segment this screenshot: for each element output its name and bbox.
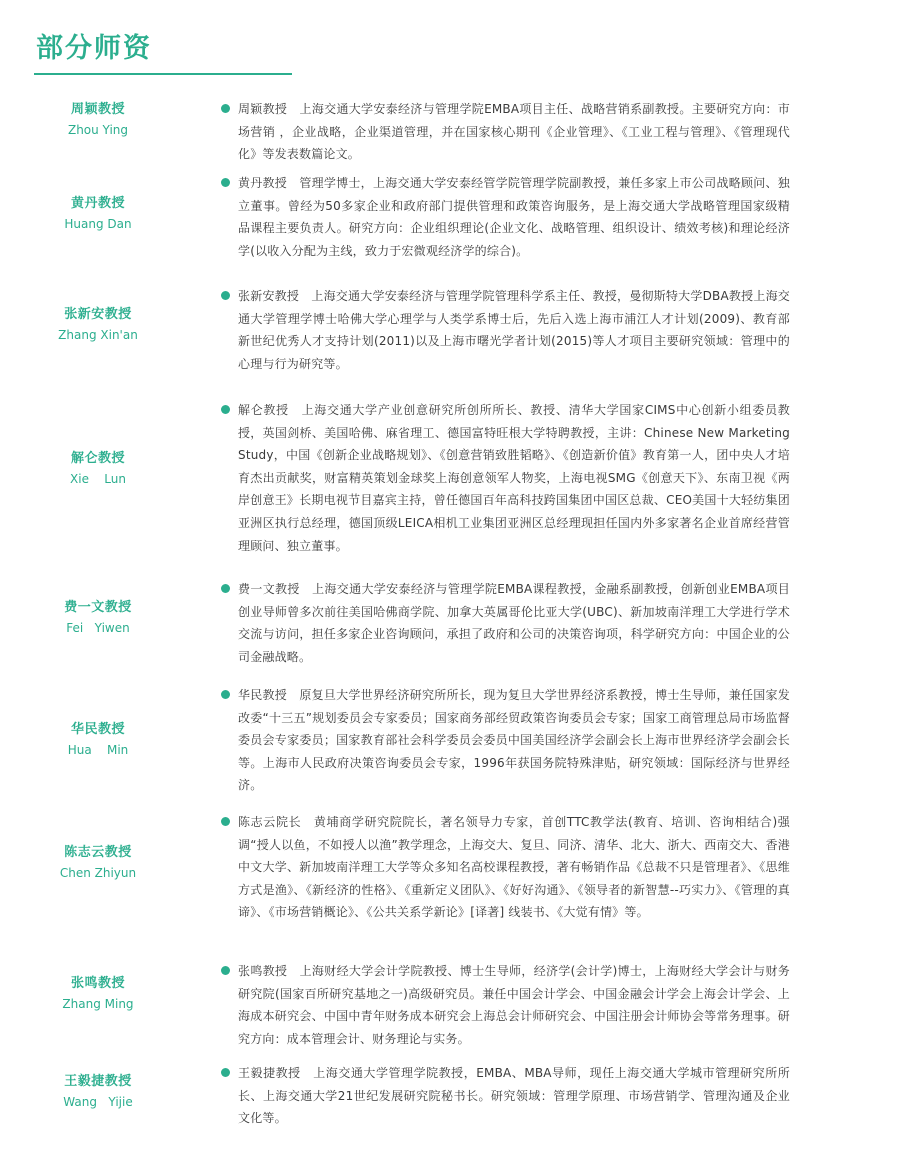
faculty-name-cn: 黄丹教授: [70, 196, 125, 211]
faculty-description: 解仑教授 上海交通大学产业创意研究所创所所长、教授、清华大学国家CIMS中心创新小组委员教授，英国剑桥、美国哈佛、麻省理工、德国富特旺根大学特聘教授，主讲：Chinese New Marketing Study，中国《创新企业战略规划》、《创意营销致胜韬略》、《创造新价值》教育第一人，团中央人才培育杰出贡献奖，财富精英策划金球奖上海创意领军人物奖，上海电视SMG《创意天下》、东南卫视《两岸创意王》长期电视节目嘉宾主持，曾任德国百年高科技跨国集团中国区总裁、CEO美国十大轻纺集团亚洲区执行总经理，德国顶级LEICA相机工业集团亚洲区总经理现担任国内外多家著名企业首席经营管理顾问、独立董事。: [238, 403, 790, 553]
faculty-description: 华民教授 原复旦大学世界经济研究所所长，现为复旦大学世界经济系教授，博士生导师，兼任国家发改委“十三五”规划委员会专家委员；国家商务部经贸政策咨询委员会专家；国家工商管理总局市场监督委员会专家委员；国家教育部社会科学委员会委员中国美国经济学会副会长上海市世界经济学会副会长等。上海市人民政府决策咨询委员会专家，1996年获国务院特殊津贴，研究领域：国际经济与世界经济。: [238, 688, 790, 793]
green-dot-icon: [221, 405, 230, 414]
faculty-description: 费一文教授 上海交通大学安泰经济与管理学院EMBA课程教授，金融系副教授，创新创业EMBA项目创业导师曾多次前往美国哈佛商学院、加拿大英属哥伦比亚大学(UBC)、新加坡南洋理工大学进行学术交流与访问，担任多家企业咨询顾问，承担了政府和公司的决策咨询项，科学研究方向：中国企业的公司金融战略。: [238, 582, 790, 664]
faculty-name-cn: 解仑教授: [70, 451, 125, 466]
faculty-name-block: [0, 974, 196, 1013]
faculty-name-en: Hua Min: [67, 743, 129, 757]
title-underline: [34, 73, 292, 75]
green-dot-icon: [221, 1068, 230, 1077]
faculty-name-cn: 华民教授: [70, 722, 125, 737]
faculty-name-block: [0, 843, 196, 882]
faculty-name-en: Wang Yijie: [63, 1095, 133, 1109]
faculty-description: 张鸣教授 上海财经大学会计学院教授、博士生导师，经济学(会计学)博士，上海财经大学会计与财务研究院(国家百所研究基地之一)高级研究员。兼任中国会计学会、中国金融会计学会上海会计学会、上海成本研究会、中国中青年财务成本研究会上海总会计师研究会、中国注册会计师协会等常务理事。研究方向：成本管理会计、财务理论与实务。: [238, 964, 790, 1046]
faculty-name-cn: 费一文教授: [64, 600, 132, 615]
faculty-name-cn: 张鸣教授: [70, 976, 125, 991]
page-title: 部分师资: [36, 33, 152, 64]
faculty-name-en: Zhang Xin'an: [58, 328, 138, 342]
faculty-name-cn: 张新安教授: [64, 307, 132, 322]
green-dot-icon: [221, 966, 230, 975]
green-dot-icon: [221, 584, 230, 593]
faculty-name-block: [0, 598, 196, 637]
faculty-name-en: Fei Yiwen: [66, 621, 130, 635]
faculty-name-en: Zhang Ming: [62, 997, 134, 1011]
faculty-name-block: [0, 100, 196, 139]
faculty-name-block: [0, 194, 196, 233]
faculty-name-block: [0, 720, 196, 759]
faculty-name-cn: 王毅捷教授: [64, 1074, 132, 1089]
faculty-name-block: [0, 449, 196, 488]
green-dot-icon: [221, 104, 230, 113]
faculty-name-en: Chen Zhiyun: [59, 866, 137, 880]
green-dot-icon: [221, 178, 230, 187]
faculty-name-en: Zhou Ying: [67, 123, 129, 137]
faculty-name-cn: 周颖教授: [70, 102, 125, 117]
green-dot-icon: [221, 690, 230, 699]
faculty-name-en: Xie Lun: [70, 472, 126, 486]
green-dot-icon: [221, 291, 230, 300]
faculty-name-block: [0, 305, 196, 344]
faculty-description: 张新安教授 上海交通大学安泰经济与管理学院管理科学系主任、教授，曼彻斯特大学DBA教授上海交通大学管理学博士哈佛大学心理学与人类学系博士后，先后入选上海市浦江人才计划(2009)、教育部新世纪优秀人才支持计划(2011)以及上海市曙光学者计划(2015)等人才项目主要研究领域：管理中的心理与行为研究等。: [238, 289, 790, 371]
faculty-description: 陈志云院长 黄埔商学研究院院长，著名领导力专家，首创TTC教学法(教育、培训、咨询相结合)强调“授人以鱼，不如授人以渔”教学理念，上海交大、复旦、同济、清华、北大、浙大、西南交大、香港中文大学、新加坡南洋理工大学等众多知名高校课程教授，著有畅销作品《总裁不只是管理者》、《思维方式是渔》、《新经济的性格》、《重新定义团队》、《好好沟通》、《领导者的新智慧--巧实力》、《管理的真谛》、《市场营销概论》、《公共关系学新论》[译著] 线装书、《大觉有情》等。: [238, 815, 790, 920]
faculty-name-cn: 陈志云教授: [64, 845, 132, 860]
faculty-description: 周颖教授 上海交通大学安泰经济与管理学院EMBA项目主任、战略营销系副教授。主要研究方向：市场营销 ，企业战略，企业渠道管理，并在国家核心期刊《企业管理》、《工业工程与管理》、《管理现代化》等发表数篇论文。: [238, 102, 790, 162]
faculty-name-en: Huang Dan: [64, 217, 132, 231]
faculty-description: 王毅捷教授 上海交通大学管理学院教授，EMBA、MBA导师，现任上海交通大学城市管理研究所所长、上海交通大学21世纪发展研究院秘书长。研究领域：管理学原理、市场营销学、管理沟通及企业文化等。: [238, 1066, 790, 1126]
faculty-description: 黄丹教授 管理学博士，上海交通大学安泰经管学院管理学院副教授，兼任多家上市公司战略顾问、独立董事。曾经为50多家企业和政府部门提供管理和政策咨询服务，是上海交通大学战略管理国家级精品课程主要负责人。研究方向：企业组织理论(企业文化、战略管理、组织设计、绩效考核)和理论经济学(以收入分配为主线，致力于宏微观经济学的综合)。: [238, 176, 790, 258]
green-dot-icon: [221, 817, 230, 826]
faculty-name-block: [0, 1072, 196, 1111]
